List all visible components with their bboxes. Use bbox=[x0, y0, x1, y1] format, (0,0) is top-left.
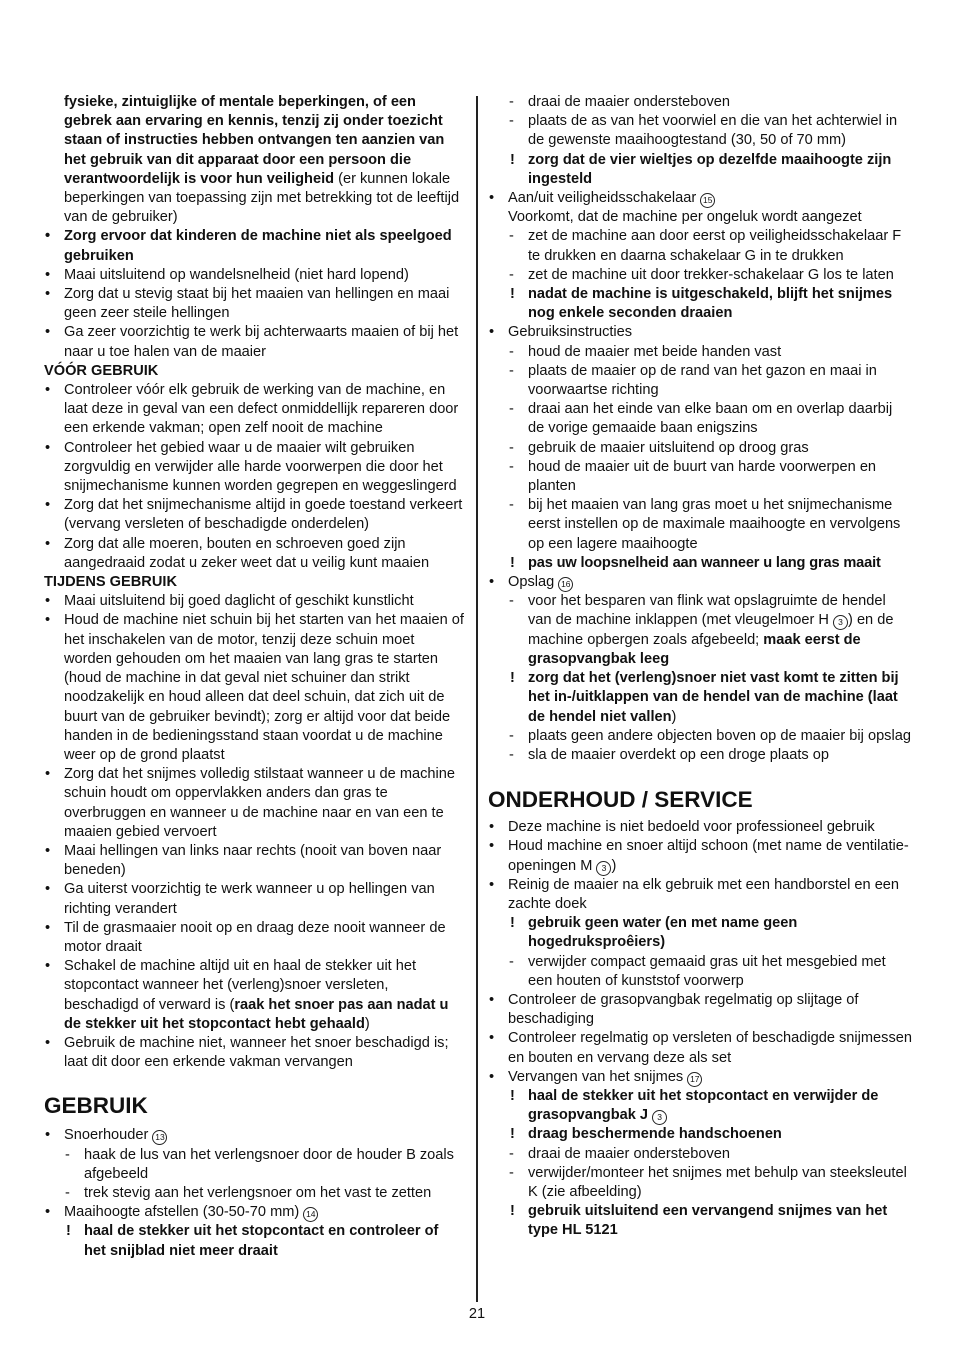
item-text: Snoerhouder bbox=[64, 1127, 149, 1144]
page-number: 21 bbox=[468, 1306, 486, 1322]
list-item: • Zorg dat het snijmechanisme altijd in goede toestand verkeert (vervang versleten of beschadigde onderdelen) bbox=[44, 496, 464, 534]
item-text: ) bbox=[364, 1015, 370, 1032]
list-item: • Deze machine is niet bedoeld voor professioneel gebruik bbox=[488, 818, 912, 837]
item-text: ) bbox=[611, 857, 617, 874]
item-bold-text: maak eerst de grasopvangbak leeg bbox=[528, 631, 861, 667]
figure-ref-number: 17 bbox=[687, 1072, 702, 1087]
list-item bbox=[44, 1203, 464, 1222]
figure-ref-number: 3 bbox=[652, 1110, 667, 1125]
section-heading-voor-gebruik: VÓÓR GEBRUIK bbox=[44, 362, 159, 379]
sub-list-item: - draai de maaier ondersteboven bbox=[488, 93, 912, 112]
list-item: • Zorg dat u stevig staat bij het maaien van hellingen en maai geen zeer steile hellingen bbox=[44, 285, 464, 323]
list-item: • Controleer het gebied waar u de maaier wilt gebruiken zorgvuldig en verwijder alle harde voorwerpen die door het snijmechanisme kunnen worden gegrepen en weggeslingerd bbox=[44, 439, 464, 497]
sub-list-item: - sla de maaier overdekt op een droge plaats op bbox=[488, 746, 912, 765]
sub-list-item bbox=[488, 592, 912, 669]
item-text: ) bbox=[671, 708, 677, 725]
sub-list-item: - gebruik de maaier uitsluitend op droog gras bbox=[488, 439, 912, 458]
list-item: • Controleer regelmatig op versleten of beschadigde snijmessen en bouten en vervang deze als set bbox=[488, 1029, 912, 1067]
sub-list-item: - draai de maaier ondersteboven bbox=[488, 1145, 912, 1164]
figure-ref-number: 3 bbox=[833, 615, 848, 630]
sub-list-item: - bij het maaien van lang gras moet u het snijmechanisme eerst instellen op de maximale maaihoogte en vervolgens op een lagere maaihoogte bbox=[488, 496, 912, 554]
list-item: • Maai uitsluitend op wandelsnelheid (niet hard lopend) bbox=[44, 266, 464, 285]
sub-list-item: - verwijder compact gemaaid gras uit het mesgebied met een houten of kunststof voorwerp bbox=[488, 953, 912, 991]
list-item: • Reinig de maaier na elk gebruik met een handborstel en een zachte doek bbox=[488, 876, 912, 914]
warning-item bbox=[488, 1087, 912, 1125]
item-text: ) en de machine opbergen zoals afgebeeld; bbox=[528, 612, 894, 648]
list-item bbox=[488, 189, 912, 208]
warning-item: ! zorg dat de vier wieltjes op dezelfde maaihoogte zijn ingesteld bbox=[488, 151, 912, 189]
section-heading-gebruik: GEBRUIK bbox=[44, 1093, 148, 1119]
list-item bbox=[488, 1068, 912, 1087]
item-bold-text: haal de stekker uit het stopcontact en verwijder de grasopvangbak J bbox=[528, 1087, 879, 1124]
figure-ref-number: 14 bbox=[303, 1207, 318, 1222]
sub-list-item: - trek stevig aan het verlengsnoer om het vast te zetten bbox=[44, 1184, 464, 1203]
item-text: Opslag bbox=[508, 574, 555, 591]
sub-list-item: - houd de maaier met beide handen vast bbox=[488, 343, 912, 362]
list-item: • Gebruiksinstructies bbox=[488, 323, 912, 342]
sub-list-item: - haak de lus van het verlengsnoer door de houder B zoals afgebeeld bbox=[44, 1146, 464, 1184]
figure-ref-number: 13 bbox=[152, 1130, 167, 1145]
item-bold-text: zorg dat het (verleng)snoer niet vast komt te zitten bij het in-/uitklappen van de hendel van de machine (laat de hendel niet vallen bbox=[528, 670, 899, 725]
sub-list-item: - zet de machine uit door trekker-schakelaar G los te laten bbox=[488, 266, 912, 285]
list-item: • Maai uitsluitend bij goed daglicht of geschikt kunstlicht bbox=[44, 592, 464, 611]
right-column bbox=[488, 93, 912, 1241]
column-divider bbox=[476, 96, 478, 1302]
figure-ref-number: 3 bbox=[596, 861, 611, 876]
intro-paragraph bbox=[44, 93, 464, 227]
section-heading-onderhoud: ONDERHOUD / SERVICE bbox=[488, 787, 753, 813]
list-item: • Maai hellingen van links naar rechts (nooit van boven naar beneden) bbox=[44, 842, 464, 880]
list-item: • Gebruik de machine niet, wanneer het snoer beschadigd is; laat dit door een erkende vakman vervangen bbox=[44, 1034, 464, 1072]
warning-item: ! gebruik geen water (en met name geen hogedruksproêiers) bbox=[488, 914, 912, 952]
list-item: • Zorg dat alle moeren, bouten en schroeven goed zijn aangedraaid zodat u zeker weet dat u veilig kunt maaien bbox=[44, 535, 464, 573]
list-item: • Houd de machine niet schuin bij het starten van het maaien of het inschakelen van de motor, tenzij deze schuin moet worden gehouden om het maaien van lang gras te starten (houd de machine in dat geval niet schuiner dan strikt noodzakelijk en houd alleen dat deel schuin, dat zich uit de buurt van de gebruiker bevindt); zorg er altijd voor dat beide handen in de bedieningsstand staan voordat u de machine weer op de grond plaatst bbox=[44, 611, 464, 765]
warning-item: ! draag beschermende handschoenen bbox=[488, 1125, 912, 1144]
intro-normal-text: (er kunnen lokale beperkingen van toepassing zijn met betrekking tot de leeftijd van de gebruiker) bbox=[64, 170, 460, 226]
intro-bold-text: fysieke, zintuiglijke of mentale beperkingen, of een gebrek aan ervaring en kennis, tenzij zij onder toezicht staan of instructies hebben ontvangen ten aanzien van het gebruik van dit apparaat door een persoon die verantwoordelijk is voor hun veiligheid bbox=[64, 94, 445, 187]
item-text: Houd machine en snoer altijd schoon (met name de ventilatie-openingen M bbox=[508, 838, 909, 874]
warning-item: ! gebruik uitsluitend een vervangend snijmes van het type HL 5121 bbox=[488, 1202, 912, 1240]
item-bold-text: raak het snoer pas aan nadat u de stekker uit het stopcontact hebt gehaald bbox=[64, 996, 449, 1032]
list-item: • Ga uiterst voorzichtig te werk wanneer u op hellingen van richting verandert bbox=[44, 880, 464, 918]
sub-list-item: - plaats geen andere objecten boven op de maaier bij opslag bbox=[488, 727, 912, 746]
item-text: Aan/uit veiligheidsschakelaar bbox=[508, 190, 697, 207]
sub-list-item: - draai aan het einde van elke baan om en overlap daarbij de vorige gemaaide baan enigszins bbox=[488, 400, 912, 438]
figure-ref-number: 16 bbox=[558, 577, 573, 592]
warning-item bbox=[488, 669, 912, 727]
item-text: Vervangen van het snijmes bbox=[508, 1068, 684, 1085]
sub-list-item: - zet de machine aan door eerst op veiligheidsschakelaar F te drukken en daarna schakelaar G in te drukken bbox=[488, 227, 912, 265]
list-item: • Controleer vóór elk gebruik de werking van de machine, en laat deze in geval van een defect onmiddellijk repareren door een erkende vakman; open zelf nooit de machine bbox=[44, 381, 464, 439]
warning-item: ! haal de stekker uit het stopcontact en controleer of het snijblad niet meer draait bbox=[44, 1222, 464, 1260]
sub-list-item: - houd de maaier uit de buurt van harde voorwerpen en planten bbox=[488, 458, 912, 496]
list-item: • Zorg dat het snijmes volledig stilstaat wanneer u de machine schuin houdt om oppervlakken anders dan gras te overbruggen en wanneer u de machine naar en van een te maaien gebied vervoert bbox=[44, 765, 464, 842]
list-item bbox=[488, 837, 912, 875]
list-item: • Zorg ervoor dat kinderen de machine niet als speelgoed gebruiken bbox=[44, 227, 464, 265]
item-text: Maaihoogte afstellen (30-50-70 mm) bbox=[64, 1204, 300, 1221]
list-item bbox=[44, 1126, 464, 1145]
item-text: Schakel de machine altijd uit en haal de stekker uit het stopcontact wanneer het (verleng)snoer versleten, beschadigd of verward is ( bbox=[64, 958, 417, 1013]
list-item: • Ga zeer voorzichtig te werk bij achterwaarts maaien of bij het naar u toe halen van de maaier bbox=[44, 323, 464, 361]
list-item bbox=[44, 957, 464, 1034]
item-description: Voorkomt, dat de machine per ongeluk wordt aangezet bbox=[508, 209, 862, 226]
list-item: • Controleer de grasopvangbak regelmatig op slijtage of beschadiging bbox=[488, 991, 912, 1029]
sub-list-item: - plaats de as van het voorwiel en die van het achterwiel in de gewenste maaihoogtestand (30, 50 of 70 mm) bbox=[488, 112, 912, 150]
section-heading-tijdens-gebruik: TIJDENS GEBRUIK bbox=[44, 574, 177, 591]
figure-ref-number: 15 bbox=[700, 193, 715, 208]
list-item: • Til de grasmaaier nooit op en draag deze nooit wanneer de motor draait bbox=[44, 919, 464, 957]
list-item bbox=[488, 573, 912, 592]
item-text: voor het besparen van flink wat opslagruimte de hendel van de machine inklappen (met vleugelmoer H bbox=[528, 593, 886, 629]
sub-list-item: - plaats de maaier op de rand van het gazon en maai in voorwaartse richting bbox=[488, 362, 912, 400]
left-column bbox=[44, 93, 464, 1261]
warning-item: ! pas uw loopsnelheid aan wanneer u lang gras maait bbox=[488, 554, 912, 573]
warning-item: ! nadat de machine is uitgeschakeld, blijft het snijmes nog enkele seconden draaien bbox=[488, 285, 912, 323]
sub-list-item: - verwijder/monteer het snijmes met behulp van steeksleutel K (zie afbeelding) bbox=[488, 1164, 912, 1202]
